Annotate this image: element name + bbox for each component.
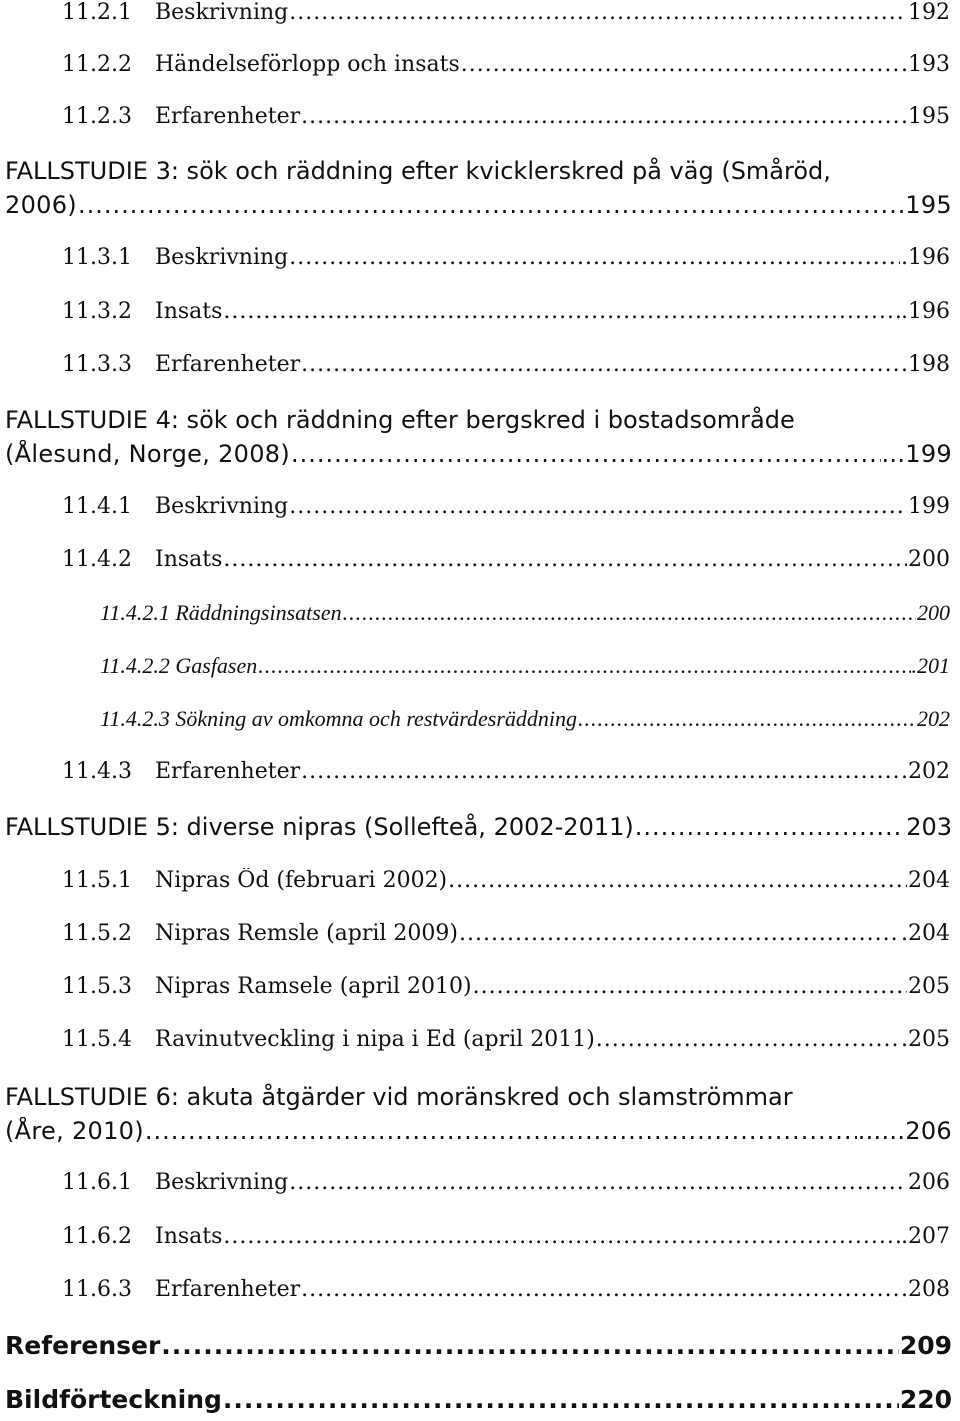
leader-dots <box>578 706 916 732</box>
leader-dots <box>301 352 900 377</box>
section-title: 11.4.2.2 Gasfasen <box>100 653 258 678</box>
leader-dots <box>291 440 880 468</box>
leader-dots <box>161 1331 899 1360</box>
page-number: .198 <box>901 352 950 377</box>
section-title: Erfarenheter <box>155 1277 301 1302</box>
toc-entry[interactable] <box>62 245 950 275</box>
page-number: 205 <box>908 974 950 999</box>
toc-entry[interactable] <box>62 759 950 789</box>
section-number: 11.5.4 <box>62 1027 132 1052</box>
leader-dots <box>289 1170 907 1195</box>
leader-dots <box>473 974 907 999</box>
toc-entry[interactable] <box>100 706 950 736</box>
toc-entry[interactable] <box>5 813 952 847</box>
toc-entry[interactable] <box>62 352 950 382</box>
toc-entry[interactable] <box>62 974 950 1004</box>
chapter-title-continued: (Åre, 2010) <box>5 1117 144 1145</box>
section-number: 11.4.3 <box>62 759 132 784</box>
page-number: .195 <box>901 104 950 129</box>
page-number: 206 <box>908 1170 950 1195</box>
section-title: Beskrivning <box>155 0 289 25</box>
section-number: 11.4.2 <box>62 547 132 572</box>
section-title: 11.4.2.1 Räddningsinsatsen <box>100 600 342 625</box>
section-number: 11.5.2 <box>62 921 132 946</box>
leader-dots <box>78 191 904 219</box>
section-title: Beskrivning <box>155 494 289 519</box>
section-title: 11.4.2.3 Sökning av omkomna och restvärdesräddning <box>100 706 578 731</box>
section-title: Erfarenheter <box>155 352 301 377</box>
section-title: Insats <box>155 547 223 572</box>
toc-entry[interactable] <box>100 600 950 630</box>
leader-dots <box>223 547 907 572</box>
page-number: .204 <box>901 921 950 946</box>
section-title: Beskrivning <box>155 245 289 270</box>
page-number: 200 <box>917 600 950 625</box>
section-title: Nipras Öd (februari 2002) <box>155 868 448 893</box>
leader-dots <box>343 600 916 626</box>
leader-dots <box>289 494 907 519</box>
page-number: .196 <box>901 245 950 270</box>
chapter-title: Referenser <box>5 1331 161 1360</box>
toc-entry[interactable] <box>5 191 952 225</box>
toc-entry[interactable] <box>62 1170 950 1200</box>
toc-entry[interactable] <box>62 1224 950 1254</box>
section-number: 11.2.1 <box>62 0 132 25</box>
page-number: ...199 <box>881 440 952 468</box>
section-title: Erfarenheter <box>155 104 301 129</box>
toc-entry[interactable] <box>5 1331 952 1367</box>
section-number: 11.5.3 <box>62 974 132 999</box>
page-number: .202 <box>901 759 950 784</box>
page-number: .205 <box>901 1027 950 1052</box>
section-number: 11.2.3 <box>62 104 132 129</box>
page-number: .208 <box>901 1277 950 1302</box>
toc-entry[interactable] <box>62 494 950 524</box>
page-number: 192 <box>908 0 950 25</box>
toc-entry[interactable] <box>62 921 950 951</box>
page-number: .207 <box>901 1224 950 1249</box>
leader-dots <box>223 299 900 324</box>
section-number: 11.2.2 <box>62 52 132 77</box>
section-title: Erfarenheter <box>155 759 301 784</box>
chapter-title: Bildförteckning <box>5 1385 222 1414</box>
leader-dots <box>459 921 900 946</box>
chapter-heading-line[interactable] <box>5 406 953 434</box>
section-title: Insats <box>155 299 223 324</box>
section-number: 11.6.1 <box>62 1170 132 1195</box>
toc-entry[interactable] <box>62 104 950 134</box>
toc-entry[interactable] <box>62 868 950 898</box>
section-number: 11.6.2 <box>62 1224 132 1249</box>
toc-entry[interactable] <box>100 653 950 683</box>
page-number: 195 <box>905 191 952 219</box>
section-title: Beskrivning <box>155 1170 289 1195</box>
page-number: 220 <box>899 1385 952 1414</box>
chapter-title: FALLSTUDIE 6: akuta åtgärder vid moränskred och slamströmmar <box>5 1083 793 1111</box>
section-number: 11.3.1 <box>62 245 132 270</box>
chapter-title-continued: 2006) <box>5 191 77 219</box>
page-number: .196 <box>901 299 950 324</box>
toc-entry[interactable] <box>62 52 950 82</box>
page-number: 202 <box>917 706 950 731</box>
page-number: 200 <box>908 547 950 572</box>
toc-entry[interactable] <box>62 547 950 577</box>
leader-dots <box>223 1385 899 1414</box>
leader-dots <box>145 1117 857 1145</box>
toc-entry[interactable] <box>62 1277 950 1307</box>
section-title: Insats <box>155 1224 223 1249</box>
chapter-heading-line[interactable] <box>5 157 953 185</box>
page-number: 199 <box>908 494 950 519</box>
leader-dots <box>448 868 907 893</box>
section-title: Ravinutveckling i nipa i Ed (april 2011) <box>155 1027 595 1052</box>
leader-dots <box>301 104 900 129</box>
page-number: 204 <box>908 868 950 893</box>
page-number: 203 <box>906 813 952 841</box>
leader-dots <box>301 759 900 784</box>
leader-dots <box>301 1277 900 1302</box>
section-title: Nipras Ramsele (april 2010) <box>155 974 472 999</box>
toc-entry[interactable] <box>62 0 950 30</box>
page-number: 209 <box>899 1331 952 1360</box>
page-number: .201 <box>911 653 950 678</box>
chapter-title: FALLSTUDIE 4: sök och räddning efter bergskred i bostadsområde <box>5 406 795 434</box>
leader-dots <box>461 52 900 77</box>
leader-dots <box>223 1224 900 1249</box>
page-number: ......206 <box>857 1117 952 1145</box>
chapter-heading-line[interactable] <box>5 1083 953 1111</box>
toc-entry[interactable] <box>5 1117 952 1151</box>
section-number: 11.5.1 <box>62 868 132 893</box>
section-title: Nipras Remsle (april 2009) <box>155 921 459 946</box>
page-number: .193 <box>901 52 950 77</box>
chapter-title: FALLSTUDIE 5: diverse nipras (Sollefteå, 2002-2011) <box>5 813 634 841</box>
leader-dots <box>289 0 907 25</box>
section-number: 11.3.2 <box>62 299 132 324</box>
leader-dots <box>596 1027 900 1052</box>
section-number: 11.4.1 <box>62 494 132 519</box>
toc-entry[interactable] <box>5 440 952 474</box>
section-title: Händelseförlopp och insats <box>155 52 460 77</box>
toc-entry[interactable] <box>5 1385 952 1421</box>
toc-entry[interactable] <box>62 1027 950 1057</box>
toc-entry[interactable] <box>62 299 950 329</box>
leader-dots <box>258 653 910 679</box>
leader-dots <box>635 813 905 841</box>
section-number: 11.3.3 <box>62 352 132 377</box>
chapter-title-continued: (Ålesund, Norge, 2008) <box>5 440 291 468</box>
section-number: 11.6.3 <box>62 1277 132 1302</box>
chapter-title: FALLSTUDIE 3: sök och räddning efter kvicklerskred på väg (Småröd, <box>5 157 831 185</box>
leader-dots <box>289 245 900 270</box>
